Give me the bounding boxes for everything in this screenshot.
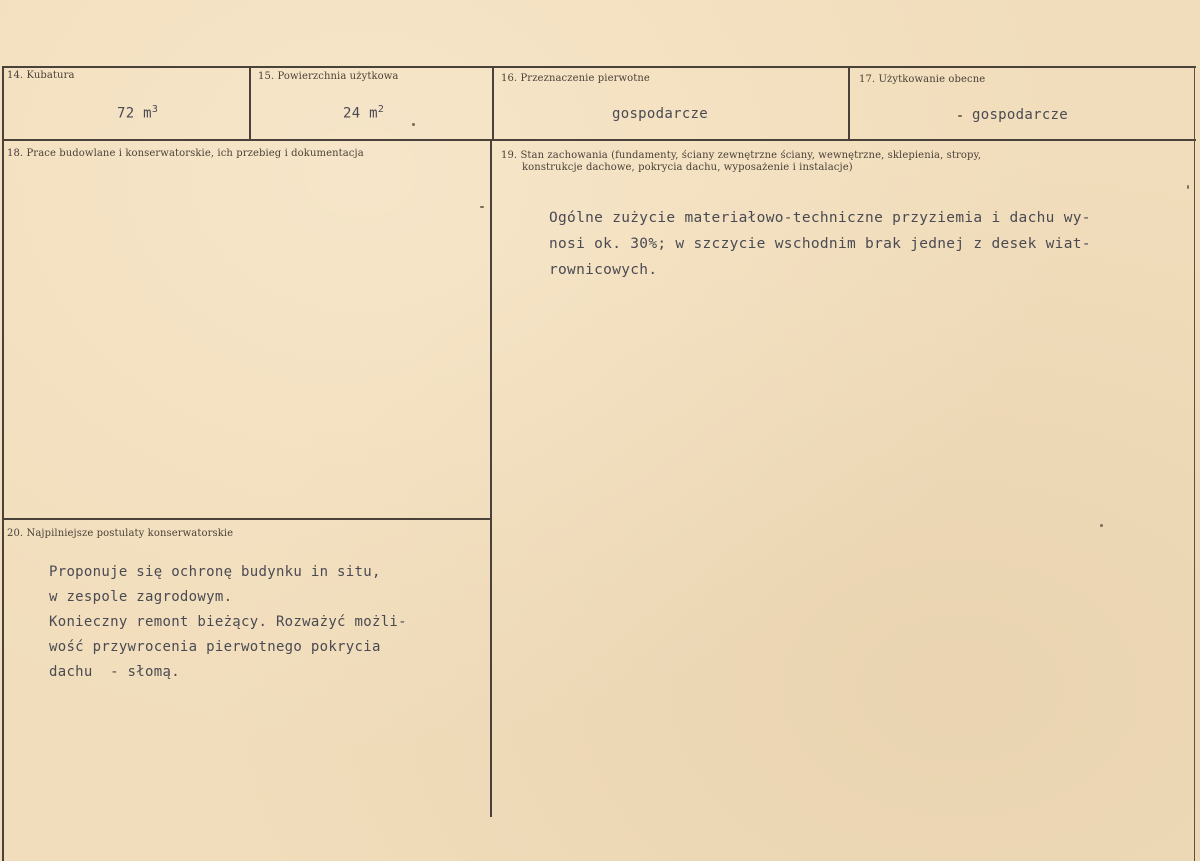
right-edge-rule — [1194, 66, 1195, 861]
field-19-label-line2: konstrukcje dachowe, pokrycia dachu, wyposażenie i instalacje) — [522, 162, 853, 173]
field-14-label: 14. Kubatura — [7, 70, 75, 81]
center-divider — [490, 139, 492, 817]
field-16-value: gospodarcze — [612, 106, 709, 122]
field-17-value: gospodarcze — [972, 107, 1069, 123]
field-14-value-text: 72 m — [117, 105, 152, 122]
field-19-label-line1: 19. Stan zachowania (fundamenty, ściany zewnętrzne ściany, wewnętrzne, sklepienia, stropy, — [501, 150, 982, 161]
field-15-unit-exponent: 2 — [377, 104, 385, 115]
divider-16-17 — [848, 66, 850, 141]
left-rule — [2, 66, 4, 861]
field-14-unit-exponent: 3 — [151, 104, 159, 115]
field-14-value — [117, 104, 158, 122]
top-rule — [2, 66, 1196, 68]
field-15-value — [343, 104, 384, 122]
paper-speck — [958, 115, 962, 117]
divider-14-15 — [249, 66, 251, 141]
paper-speck — [1187, 185, 1189, 189]
paper-speck — [480, 206, 484, 208]
field-20-label: 20. Najpilniejsze postulaty konserwatorskie — [7, 528, 234, 539]
field-20-text: Proponuje się ochronę budynku in situ, w zespole zagrodowym. Konieczny remont bieżący. Rozważyć możli- wość przywrocenia pierwotnego pokrycia dachu - słomą. — [49, 564, 407, 680]
field-17-label: 17. Użytkowanie obecne — [859, 74, 986, 85]
divider-15-16 — [492, 66, 494, 141]
field-19-text: Ogólne zużycie materiałowo-techniczne przyziemia i dachu wy- nosi ok. 30%; w szczycie wschodnim brak jednej z desek wiat- rownicowych. — [549, 210, 1091, 278]
paper-speck — [412, 123, 415, 126]
field-15-value-text: 24 m — [343, 105, 378, 122]
paper-speck — [1100, 524, 1103, 527]
field-15-label: 15. Powierzchnia użytkowa — [258, 71, 399, 82]
field-16-label: 16. Przeznaczenie pierwotne — [501, 73, 650, 84]
field-18-label: 18. Prace budowlane i konserwatorskie, ich przebieg i dokumentacja — [7, 148, 364, 159]
row1-bottom-rule — [2, 139, 1196, 141]
section-18-bottom-rule — [2, 518, 492, 520]
